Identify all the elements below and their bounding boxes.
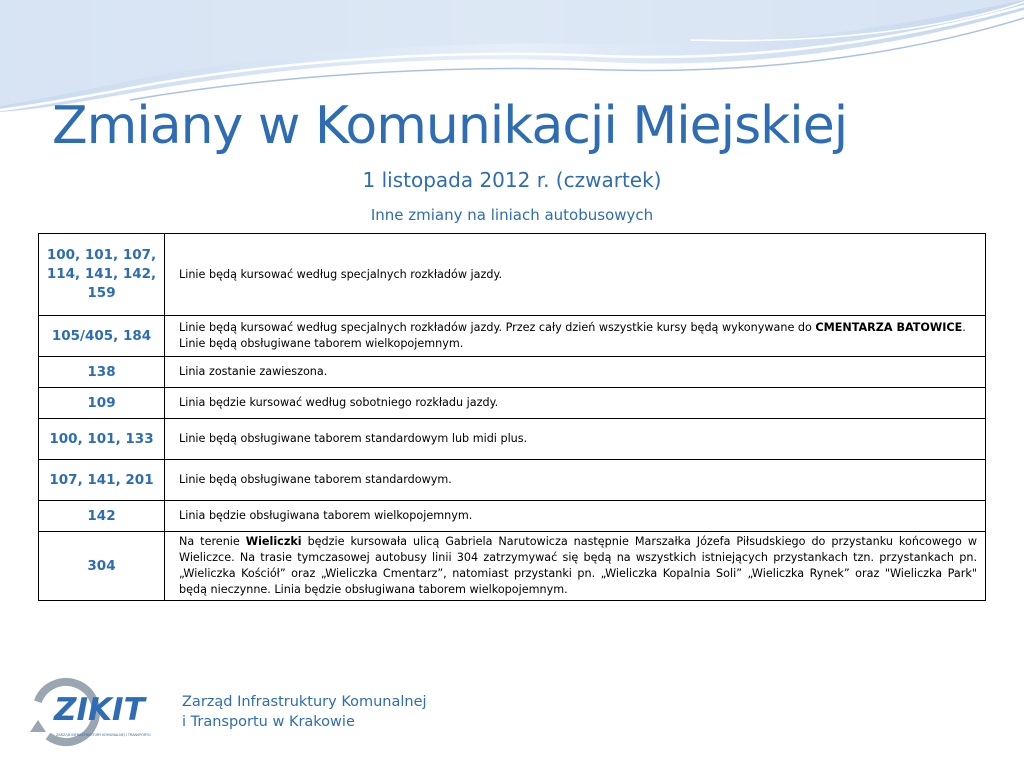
row-description-cell — [165, 532, 986, 601]
section-heading: Inne zmiany na liniach autobusowych — [370, 206, 654, 224]
row-description-cell — [165, 234, 986, 316]
table-row — [39, 388, 986, 419]
description-text: Linia będzie kursować według sobotniego rozkładu jazdy. — [179, 396, 499, 409]
row-lines-cell: 107, 141, 201 — [39, 460, 165, 501]
row-lines-cell: 100, 101, 107, 114, 141, 142, 159 — [39, 234, 165, 316]
description-text: Linia zostanie zawieszona. — [179, 365, 328, 378]
row-description-cell — [165, 501, 986, 532]
description-text: Linie będą kursować według specjalnych rozkładów jazdy. — [179, 267, 503, 281]
description-text: Linie będą kursować według specjalnych rozkładów jazdy. Przez cały dzień wszystkie kursy będą wykonywane do — [179, 321, 816, 334]
description-text: Linia będzie obsługiwana taborem wielkopojemnym. — [179, 509, 473, 522]
description-text: będzie kursowała ulicą Gabriela Narutowicza następnie Marszałka Józefa Piłsudskiego do przystanku końcowego w Wieliczce. Na trasie tymczasowej autobusy linii 304 zatrzymywać się będą na wszystkich istniejących przystankach tzn. przystankach pn. „Wieliczka Kościół” oraz „Wieliczka Cmentarz”, natomiast przystanki pn. „Wieliczka Kopalnia Soli” „Wieliczka Rynek” oraz "Wieliczka Park" będą nieczynne. Linia będzie obsługiwana taborem wielkopojemnym. — [179, 535, 977, 596]
row-lines-cell: 304 — [39, 532, 165, 601]
logo-mark-small-text: ZARZĄD INFRASTRUKTURY KOMUNALNEJ I TRANSPORTU — [56, 733, 151, 737]
description-emphasis: Wieliczki — [245, 535, 302, 548]
row-description-cell — [165, 388, 986, 419]
description-emphasis: CMENTARZA BATOWICE — [815, 321, 963, 334]
zikit-logo — [30, 676, 180, 748]
row-description-cell — [165, 357, 986, 388]
organization-name-line2: i Transportu w Krakowie — [182, 714, 355, 730]
changes-table — [38, 233, 986, 601]
row-lines-cell: 109 — [39, 388, 165, 419]
row-lines-cell: 100, 101, 133 — [39, 419, 165, 460]
organization-name — [182, 692, 427, 732]
description-text: Na terenie — [179, 535, 246, 548]
description-text: . Linie będą obsługiwane taborem wielkopojemnym. — [179, 321, 966, 350]
row-description-cell — [165, 419, 986, 460]
table-row — [39, 234, 986, 316]
table-row — [39, 357, 986, 388]
table-row — [39, 316, 986, 357]
row-lines-cell: 142 — [39, 501, 165, 532]
row-lines-cell: 105/405, 184 — [39, 316, 165, 357]
table-row — [39, 501, 986, 532]
table-row — [39, 419, 986, 460]
table-row — [39, 532, 986, 601]
row-lines-cell: 138 — [39, 357, 165, 388]
description-text: Linie będą obsługiwane taborem standardowym. — [179, 473, 452, 486]
table-row — [39, 460, 986, 501]
page-title: Zmiany w Komunikacji Miejskiej — [52, 96, 848, 156]
page-subtitle: 1 listopada 2012 r. (czwartek) — [362, 168, 662, 192]
organization-name-line1: Zarząd Infrastruktury Komunalnej — [182, 694, 427, 710]
row-description-cell — [165, 316, 986, 357]
row-description-cell — [165, 460, 986, 501]
description-text: Linie będą obsługiwane taborem standardowym lub midi plus. — [179, 432, 528, 445]
logo-mark-text: ZIKIT — [54, 692, 145, 728]
